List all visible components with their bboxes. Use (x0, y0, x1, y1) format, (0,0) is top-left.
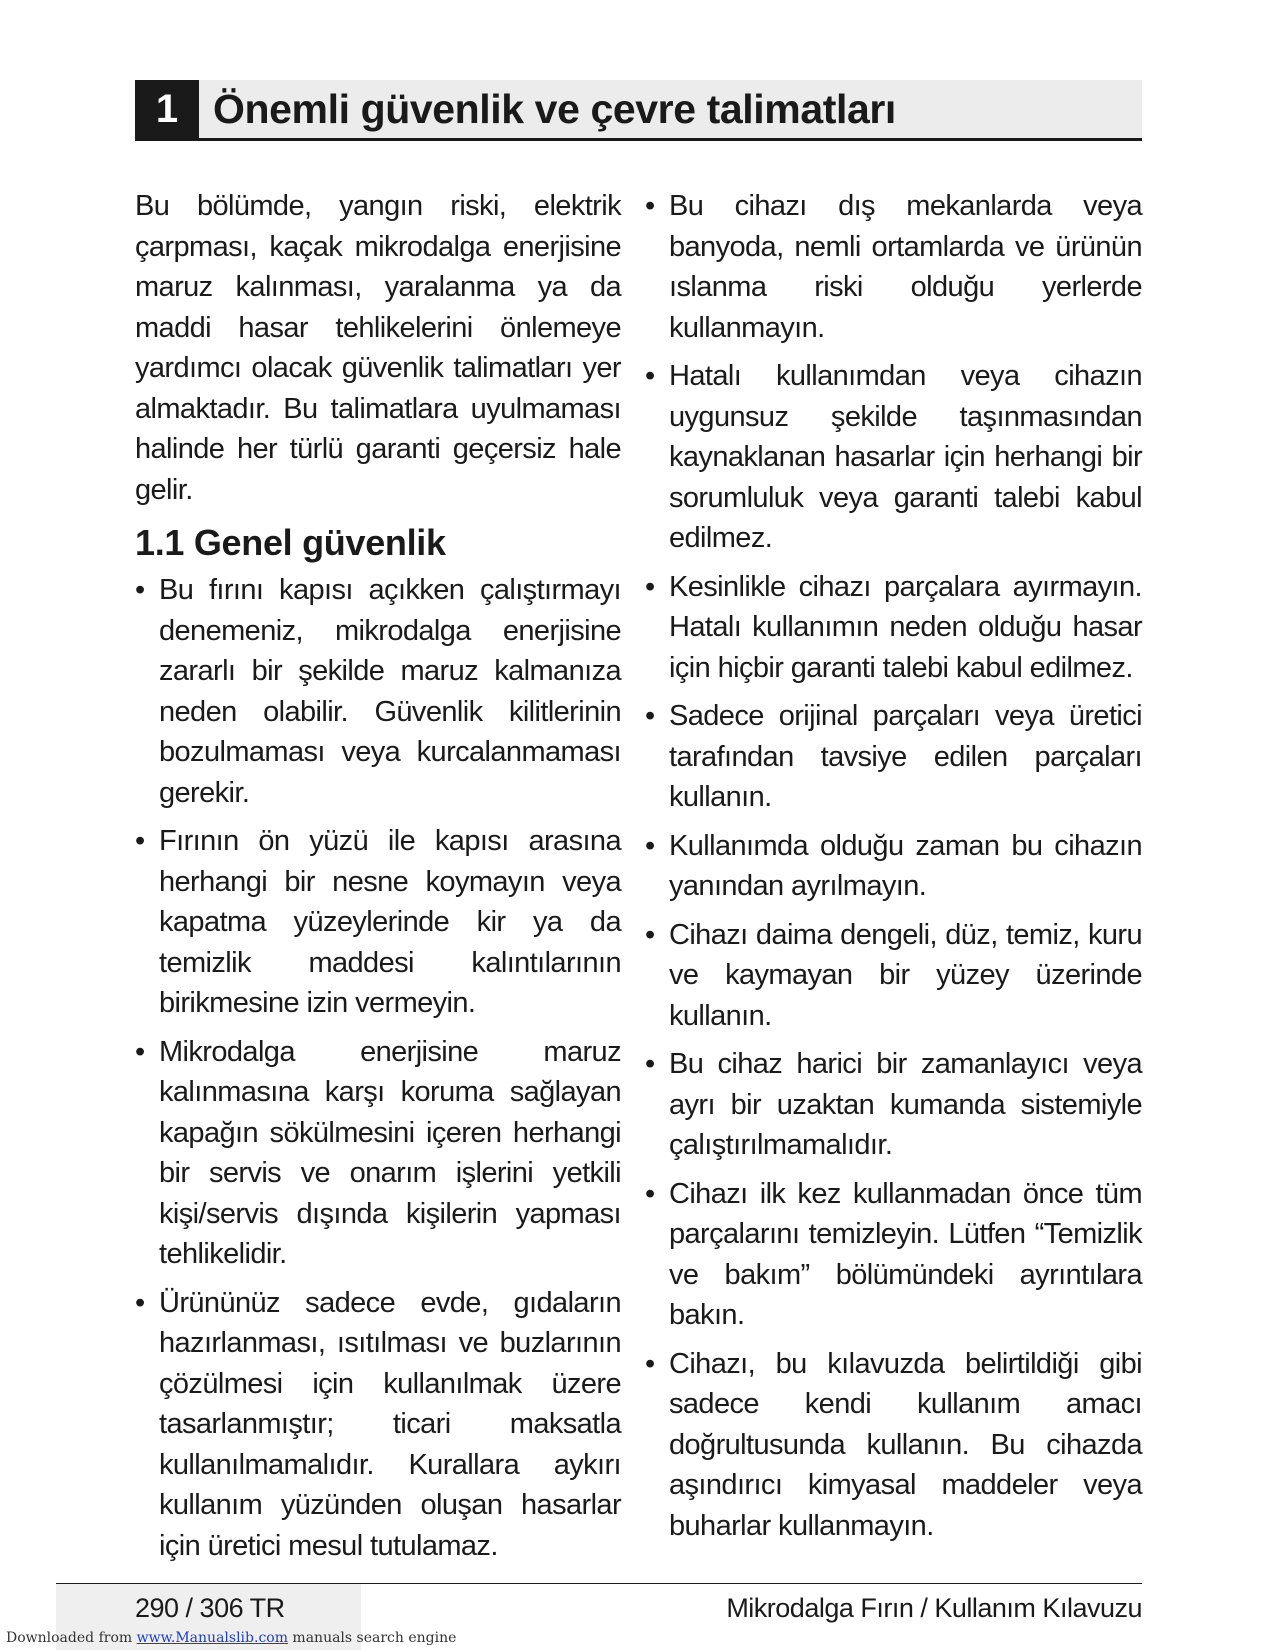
watermark-prefix: Downloaded from (6, 1630, 133, 1646)
list-item (645, 696, 1142, 818)
bullet-icon: • (135, 574, 145, 606)
list-item (645, 356, 1142, 559)
list-item-text: Cihazı, bu kılavuzda belirtildiği gibi sadece kendi kullanım amacı doğrultusunda kullanın. Bu cihazda aşındırıcı kimyasal maddeler veya buharlar kullanmayın. (669, 1347, 1142, 1542)
bullet-icon: • (135, 1035, 145, 1068)
manualslib-link[interactable]: www.Manualslib.com (136, 1630, 288, 1646)
list-item (645, 1344, 1142, 1547)
list-item-text: Cihazı ilk kez kullanmadan önce tüm parçalarını temizleyin. Lütfen “Temizlik ve bakım” bölümündeki ayrıntılara bakın. (669, 1177, 1142, 1331)
list-item (645, 1044, 1142, 1166)
list-item (135, 570, 621, 813)
list-item-text: Kesinlikle cihazı parçalara ayırmayın. Hatalı kullanımın neden olduğu hasar için hiçbir garanti talebi kabul edilmez. (669, 570, 1142, 684)
chapter-title: Önemli güvenlik ve çevre talimatları (213, 86, 896, 132)
bullet-icon: • (645, 1347, 655, 1380)
chapter-header (135, 80, 1142, 141)
right-column (645, 186, 1142, 1554)
list-item-text: Kullanımda olduğu zaman bu cihazın yanından ayrılmayın. (669, 829, 1142, 902)
list-item-text: Sadece orijinal parçaları veya üretici tarafından tavsiye edilen parçaları kullanın. (669, 700, 1142, 813)
list-item-text: Bu fırını kapısı açıkken çalıştırmayı denemeniz, mikrodalga enerjisine zararlı bir şekilde maruz kalmanıza neden olabilir. Güvenlik kilitlerinin bozulmaması veya kurcalanmaması gerekir. (159, 574, 621, 809)
download-watermark (6, 1630, 456, 1646)
intro-paragraph: Bu bölümde, yangın riski, elektrik çarpması, kaçak mikrodalga enerjisine maruz kalınması, yaralanma ya da maddi hasar tehlikelerini önlemeye yardımcı olacak güvenlik talimatları yer almaktadır. Bu talimatlara uyulmaması halinde her türlü garanti geçersiz hale gelir. (135, 190, 621, 506)
list-item (135, 821, 621, 1024)
list-item (645, 567, 1142, 689)
list-item-text: Bu cihazı dış mekanlarda veya banyoda, nemli ortamlarda ve ürünün ıslanma riski olduğu yerlerde kullanmayın. (669, 190, 1142, 344)
watermark-suffix: manuals search engine (287, 1630, 457, 1646)
bullet-icon: • (645, 1048, 655, 1080)
bullet-icon: • (645, 190, 655, 222)
document-title: Mikrodalga Fırın / Kullanım Kılavuzu (726, 1593, 1142, 1623)
chapter-number: 1 (135, 80, 199, 138)
bullet-icon: • (645, 1177, 655, 1210)
section-title: 1.1 Genel güvenlik (135, 522, 446, 563)
right-bullet-list (645, 186, 1142, 1546)
list-item-text: Bu cihaz harici bir zamanlayıcı veya ayrı bir uzaktan kumanda sistemiyle çalıştırılmamalıdır. (669, 1048, 1142, 1161)
bullet-icon: • (645, 918, 655, 951)
bullet-icon: • (135, 1286, 145, 1319)
list-item-text: Hatalı kullanımdan veya cihazın uygunsuz şekilde taşınmasından kaynaklanan hasarlar için herhangi bir sorumluluk veya garanti talebi kabul edilmez. (669, 360, 1142, 554)
list-item-text: Mikrodalga enerjisine maruz kalınmasına karşı koruma sağlayan kapağın sökülmesini içeren herhangi bir servis ve onarım işlerini yetkili kişi/servis dışında kişilerin yapması tehlikelidir. (159, 1035, 621, 1270)
bullet-icon: • (645, 700, 655, 732)
list-item-text: Cihazı daima dengeli, düz, temiz, kuru ve kaymayan bir yüzey üzerinde kullanın. (669, 918, 1142, 1032)
bullet-icon: • (645, 829, 655, 862)
list-item (645, 1174, 1142, 1336)
list-item-text: Fırının ön yüzü ile kapısı arasına herhangi bir nesne koymayın veya kapatma yüzeylerinde kir ya da temizlik maddesi kalıntılarının birikmesine izin vermeyin. (159, 825, 621, 1019)
bullet-icon: • (135, 825, 145, 857)
page-number: 290 / 306 TR (135, 1593, 285, 1623)
footer-divider (56, 1583, 1142, 1584)
list-item (135, 1283, 621, 1567)
left-column (135, 186, 621, 1574)
bullet-icon: • (645, 360, 655, 392)
bullet-icon: • (645, 570, 655, 603)
list-item (645, 915, 1142, 1037)
left-bullet-list (135, 570, 621, 1566)
list-item (645, 186, 1142, 348)
list-item-text: Ürününüz sadece evde, gıdaların hazırlanması, ısıtılması ve buzlarının çözülmesi için kullanılmak üzere tasarlanmıştır; ticari maksatla kullanılmamalıdır. Kurallara aykırı kullanım yüzünden oluşan hasarlar için üretici mesul tutulamaz. (159, 1286, 621, 1562)
list-item (135, 1032, 621, 1275)
list-item (645, 826, 1142, 907)
